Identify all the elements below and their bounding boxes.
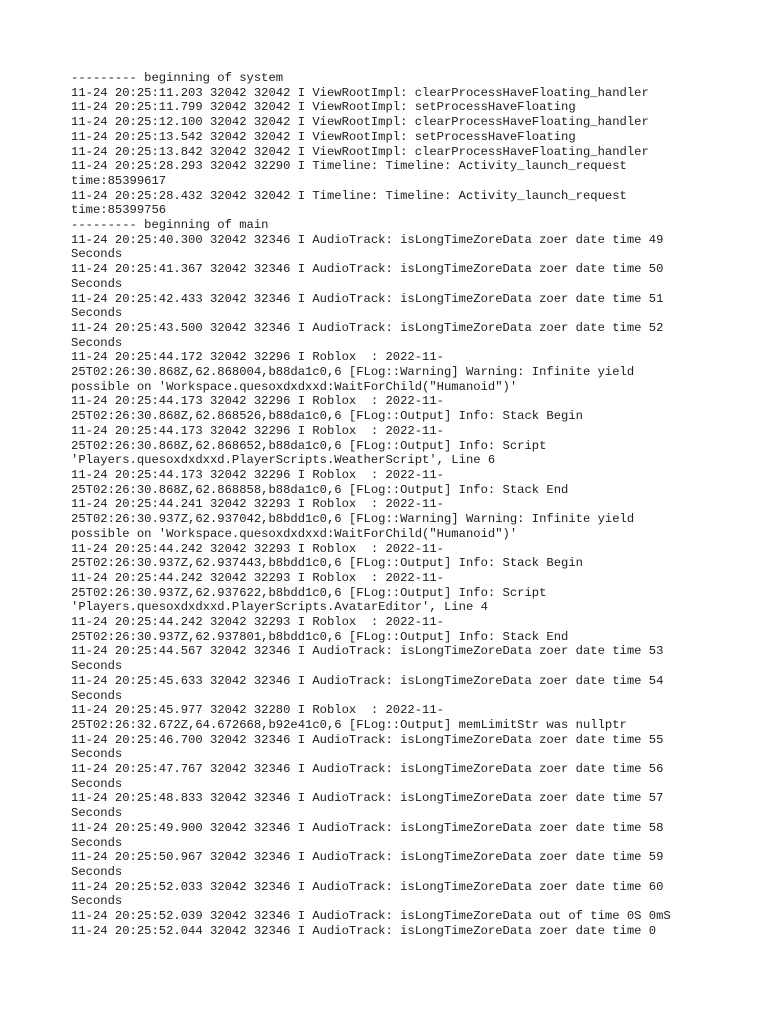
log-line: 25T02:26:30.937Z,62.937443,b8bdd1c0,6 [FLog::Output] Info: Stack Begin (71, 556, 583, 571)
log-line: Seconds (71, 247, 123, 262)
log-line: Seconds (71, 864, 123, 879)
log-document (71, 71, 731, 938)
log-line: Seconds (71, 688, 123, 703)
log-line: 25T02:26:30.868Z,62.868858,b88da1c0,6 [FLog::Output] Info: Stack End (71, 482, 569, 497)
log-line: Seconds (71, 806, 123, 821)
log-line: 11-24 20:25:11.203 32042 32042 I ViewRootImpl: clearProcessHaveFloating_handler (71, 85, 649, 100)
log-line: 25T02:26:30.868Z,62.868526,b88da1c0,6 [FLog::Output] Info: Stack Begin (71, 409, 583, 424)
log-line: 11-24 20:25:40.300 32042 32346 I AudioTrack: isLongTimeZoreData zoer date time 49 (71, 232, 664, 247)
log-line: 25T02:26:30.937Z,62.937042,b8bdd1c0,6 [FLog::Warning] Warning: Infinite yield (71, 512, 635, 527)
log-line: Seconds (71, 659, 123, 674)
log-line: 25T02:26:32.672Z,64.672668,b92e41c0,6 [FLog::Output] memLimitStr was nullptr (71, 717, 627, 732)
log-line: 11-24 20:25:28.293 32042 32290 I Timeline: Timeline: Activity_launch_request (71, 159, 627, 174)
log-line: 11-24 20:25:11.799 32042 32042 I ViewRootImpl: setProcessHaveFloating (71, 100, 576, 115)
log-line: 11-24 20:25:46.700 32042 32346 I AudioTrack: isLongTimeZoreData zoer date time 55 (71, 732, 664, 747)
log-line: 'Players.quesoxdxdxxd.PlayerScripts.AvatarEditor', Line 4 (71, 600, 488, 615)
log-line: 11-24 20:25:13.842 32042 32042 I ViewRootImpl: clearProcessHaveFloating_handler (71, 144, 649, 159)
log-line: 11-24 20:25:28.432 32042 32042 I Timeline: Timeline: Activity_launch_request (71, 188, 627, 203)
log-line: 11-24 20:25:43.500 32042 32346 I AudioTrack: isLongTimeZoreData zoer date time 52 (71, 320, 664, 335)
log-line: Seconds (71, 306, 123, 321)
log-line: 11-24 20:25:45.633 32042 32346 I AudioTrack: isLongTimeZoreData zoer date time 54 (71, 673, 664, 688)
log-line: 'Players.quesoxdxdxxd.PlayerScripts.WeatherScript', Line 6 (71, 453, 496, 468)
log-line: Seconds (71, 335, 123, 350)
log-line: 11-24 20:25:52.039 32042 32346 I AudioTrack: isLongTimeZoreData out of time 0S 0mS (71, 909, 671, 924)
log-line: 25T02:26:30.937Z,62.937801,b8bdd1c0,6 [FLog::Output] Info: Stack End (71, 629, 569, 644)
log-line: 25T02:26:30.868Z,62.868652,b88da1c0,6 [FLog::Output] Info: Script (71, 438, 547, 453)
log-line: 11-24 20:25:45.977 32042 32280 I Roblox : 2022-11- (71, 703, 444, 718)
log-line: 11-24 20:25:44.567 32042 32346 I AudioTrack: isLongTimeZoreData zoer date time 53 (71, 644, 664, 659)
log-line: 11-24 20:25:42.433 32042 32346 I AudioTrack: isLongTimeZoreData zoer date time 51 (71, 291, 664, 306)
log-line: 11-24 20:25:50.967 32042 32346 I AudioTrack: isLongTimeZoreData zoer date time 59 (71, 850, 664, 865)
log-line: 11-24 20:25:44.173 32042 32296 I Roblox : 2022-11- (71, 423, 444, 438)
log-line: time:85399617 (71, 173, 167, 188)
log-line: 11-24 20:25:52.033 32042 32346 I AudioTrack: isLongTimeZoreData zoer date time 60 (71, 879, 664, 894)
log-line: 11-24 20:25:41.367 32042 32346 I AudioTrack: isLongTimeZoreData zoer date time 50 (71, 262, 664, 277)
log-line: 11-24 20:25:52.044 32042 32346 I AudioTrack: isLongTimeZoreData zoer date time 0 (71, 923, 657, 938)
log-line: Seconds (71, 894, 123, 909)
log-line: 11-24 20:25:48.833 32042 32346 I AudioTrack: isLongTimeZoreData zoer date time 57 (71, 791, 664, 806)
log-line: Seconds (71, 835, 123, 850)
log-line: 11-24 20:25:44.242 32042 32293 I Roblox : 2022-11- (71, 570, 444, 585)
log-line: --------- beginning of main (71, 218, 269, 233)
log-line: --------- beginning of system (71, 71, 284, 85)
log-line: 11-24 20:25:44.173 32042 32296 I Roblox : 2022-11- (71, 394, 444, 409)
log-line: 25T02:26:30.868Z,62.868004,b88da1c0,6 [FLog::Warning] Warning: Infinite yield (71, 365, 635, 380)
log-line: 11-24 20:25:44.241 32042 32293 I Roblox : 2022-11- (71, 497, 444, 512)
log-line: 25T02:26:30.937Z,62.937622,b8bdd1c0,6 [FLog::Output] Info: Script (71, 585, 547, 600)
log-line: Seconds (71, 276, 123, 291)
log-line: Seconds (71, 776, 123, 791)
log-line: Seconds (71, 747, 123, 762)
log-line: 11-24 20:25:44.242 32042 32293 I Roblox : 2022-11- (71, 615, 444, 630)
log-line: 11-24 20:25:12.100 32042 32042 I ViewRootImpl: clearProcessHaveFloating_handler (71, 115, 649, 130)
log-line: possible on 'Workspace.quesoxdxdxxd:WaitForChild("Humanoid")' (71, 526, 518, 541)
log-line: 11-24 20:25:44.173 32042 32296 I Roblox : 2022-11- (71, 467, 444, 482)
log-line: 11-24 20:25:49.900 32042 32346 I AudioTrack: isLongTimeZoreData zoer date time 58 (71, 820, 664, 835)
log-line: 11-24 20:25:44.172 32042 32296 I Roblox : 2022-11- (71, 350, 444, 365)
log-line: 11-24 20:25:47.767 32042 32346 I AudioTrack: isLongTimeZoreData zoer date time 56 (71, 762, 664, 777)
log-line: possible on 'Workspace.quesoxdxdxxd:WaitForChild("Humanoid")' (71, 379, 518, 394)
log-line: time:85399756 (71, 203, 167, 218)
log-line: 11-24 20:25:44.242 32042 32293 I Roblox : 2022-11- (71, 541, 444, 556)
log-line: 11-24 20:25:13.542 32042 32042 I ViewRootImpl: setProcessHaveFloating (71, 129, 576, 144)
